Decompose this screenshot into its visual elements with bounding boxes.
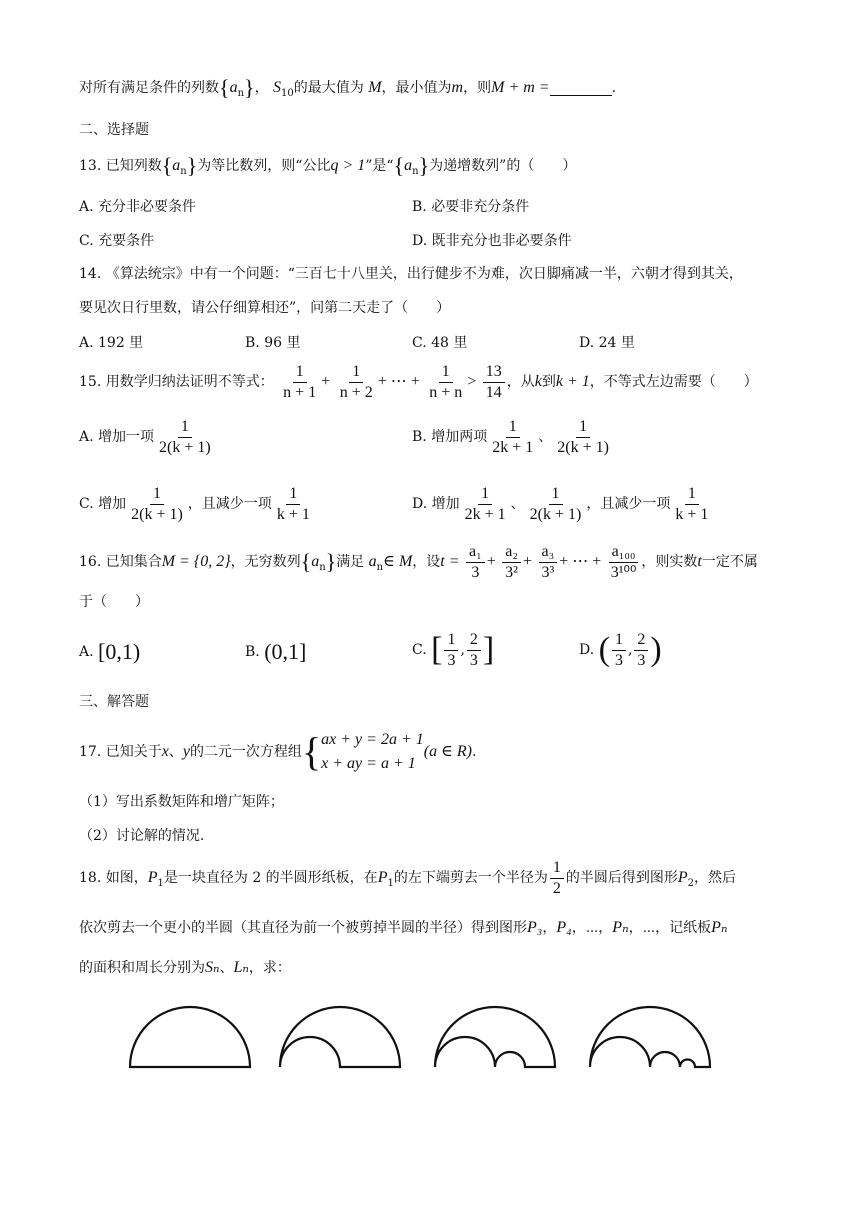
question-18: 18. 如图，$P_1$是一块直径为 2 的半圆形纸板，在$P_1$的左下端剪去一个半径为 $\frac{1}{2}$ 的半圆后得到图形$P_2$，然后: [79, 858, 736, 897]
figure-p3: [435, 1007, 555, 1067]
q15-option-d[interactable]: D. 增加 $\frac{1}{2k + 1}$ 、 $\frac{1}{2(k + 1)}$ ，且减少一项 $\frac{1}{k + 1}$: [412, 484, 709, 523]
q15-option-b[interactable]: B. 增加两项 $\frac{1}{2k + 1}$ 、 $\frac{1}{2(k + 1)}$: [412, 417, 609, 456]
q15-option-a[interactable]: A. 增加一项 $\frac{1}{2(k + 1)}$: [79, 417, 211, 456]
figure-p1: [130, 1007, 250, 1067]
question-15: 15. 用数学归纳法证明不等式： $\frac{1}{n + 1}$ + $\frac{1}{n + 2}$ + ⋯ + $\frac{1}{n + n}$ > $\frac{13}{14}$ ，从k到k + 1，不等式左边需要（ ）: [79, 362, 758, 401]
q14-option-c[interactable]: C. 48 里: [412, 335, 468, 351]
question-13: 13. 已知列数$\{a_n\}$为等比数列，则“公比q > 1”是“$\{a_n\}$为递增数列”的（ ）: [79, 153, 577, 178]
figure-p4: [590, 1007, 710, 1067]
question-16: 16. 已知集合M = {0, 2}，无穷数列$\{a_n\}$满足 $a_n\in$ M，设t = $\frac{\text{a₁}}{3}$ + $\frac{\text{a₂}}{\text{3²}}$ + $\frac{\text{a₃}}{\text{3³}}$ + ⋯ + $\frac{\text{a₁₀₀}}{\text{3¹⁰⁰}}$ ，则实数t一定不属: [79, 542, 758, 581]
question-14-line2: 要见次日行里数，请公仔细算相还”，问第二天走了（ ）: [79, 300, 451, 316]
q16-option-c[interactable]: C. [ $\frac{1}{3}$ , $\frac{2}{3}$ ]: [412, 630, 495, 669]
question-18-line3: 的面积和周长分别为Sₙ、Lₙ，求：: [79, 959, 291, 976]
var: M: [368, 79, 382, 96]
q15-option-c[interactable]: C. 增加 $\frac{1}{2(k + 1)}$ ，且减少一项 $\frac{1}{k + 1}$: [79, 484, 310, 523]
question-17: 17. 已知关于x、y的二元一次方程组{ ax + y = 2a + 1 x + ay = a + 1 (a ∈ R).: [79, 729, 477, 774]
q13-option-a[interactable]: A. 充分非必要条件: [79, 199, 197, 215]
q16-option-a[interactable]: A. [0,1): [79, 639, 141, 664]
question-18-line2: 依次剪去一个更小的半圆（其直径为前一个被剪掉半圆的半径）得到图形P₃，P₄，⋯，Pₙ，⋯，记纸板Pₙ: [79, 919, 728, 936]
q13-option-d[interactable]: D. 既非充分也非必要条件: [412, 233, 572, 249]
expr: M + m =: [491, 79, 550, 96]
q13-option-c[interactable]: C. 充要条件: [79, 233, 155, 249]
var: S: [273, 79, 282, 96]
q14-option-b[interactable]: B. 96 里: [245, 335, 301, 351]
answer-blank[interactable]: [550, 81, 612, 96]
q16-option-b[interactable]: B. (0,1]: [245, 639, 307, 664]
question-16-line2: 于（ ）: [79, 594, 149, 610]
semicircle-figures: [118, 995, 738, 1080]
figure-p2: [280, 1007, 400, 1067]
q14-option-a[interactable]: A. 192 里: [79, 335, 144, 351]
q16-option-d[interactable]: D. ( $\frac{1}{3}$ , $\frac{2}{3}$ ): [579, 630, 662, 669]
question-14: 14. 《算法统宗》中有一个问题：“三百七十八里关，出行健步不为难，次日脚痛减一半，六朝才得到其关，: [79, 266, 743, 282]
section-2-heading: 二、选择题: [79, 122, 149, 138]
q17-part-2: （2）讨论解的情况.: [79, 828, 205, 844]
q14-option-d[interactable]: D. 24 里: [579, 335, 635, 351]
section-3-heading: 三、解答题: [79, 694, 149, 710]
q17-part-1: （1）写出系数矩阵和增广矩阵；: [79, 794, 284, 810]
var: m: [451, 79, 464, 96]
text: 对所有满足条件的列数: [79, 80, 219, 96]
var: a: [229, 79, 238, 96]
q12-tail: 对所有满足条件的列数$\{a_n\}$， $S_{10}$的最大值为 M，最小值为m，则M + m = .: [79, 75, 617, 100]
q13-option-b[interactable]: B. 必要非充分条件: [412, 199, 530, 215]
